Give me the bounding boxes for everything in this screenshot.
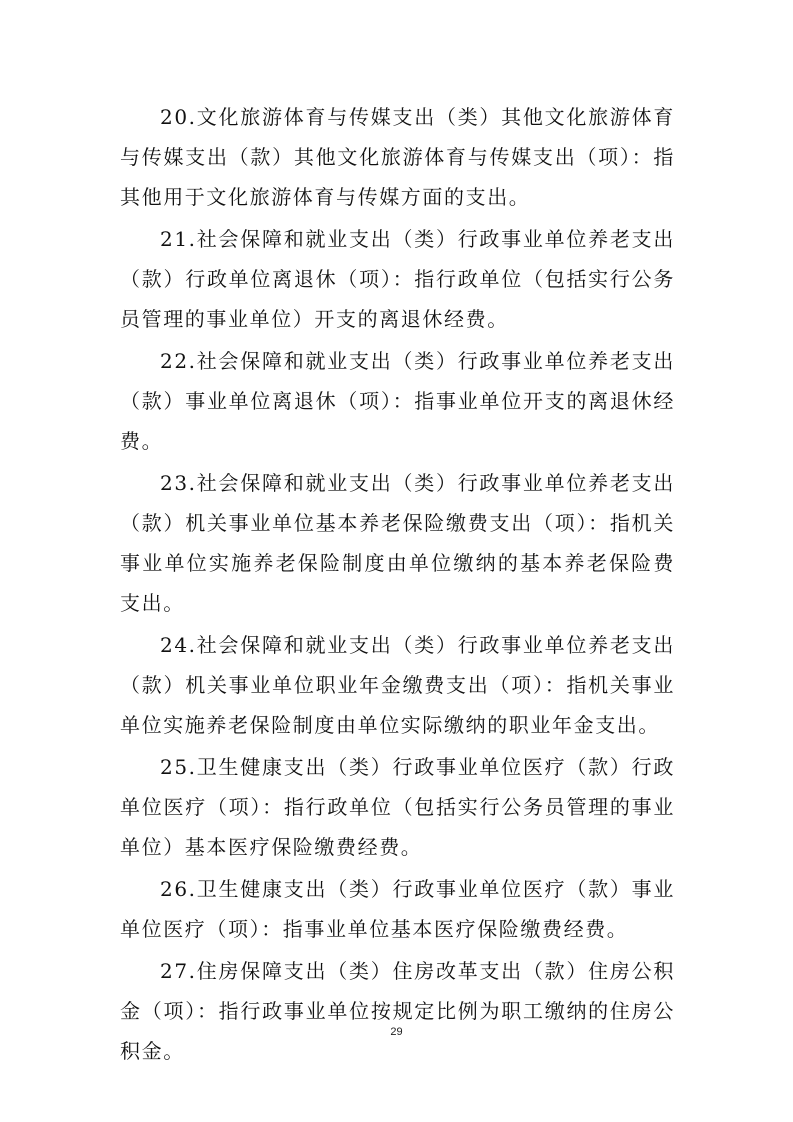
- paragraph-26: 26.卫生健康支出（类）行政事业单位医疗（款）事业单位医疗（项）：指事业单位基本医疗保险缴费经费。: [120, 877, 675, 941]
- paragraph-20: 20.文化旅游体育与传媒支出（类）其他文化旅游体育与传媒支出（款）其他文化旅游体育与传媒支出（项）：指其他用于文化旅游体育与传媒方面的支出。: [120, 105, 675, 209]
- page-number: 29: [390, 1026, 403, 1038]
- paragraph-24: 24.社会保障和就业支出（类）行政事业单位养老支出（款）机关事业单位职业年金缴费支出（项）：指机关事业单位实施养老保险制度由单位实际缴纳的职业年金支出。: [120, 633, 675, 737]
- paragraph-27: 27.住房保障支出（类）住房改革支出（款）住房公积金（项）：指行政事业单位按规定比例为职工缴纳的住房公积金。: [120, 959, 675, 1063]
- paragraph-21: 21.社会保障和就业支出（类）行政事业单位养老支出（款）行政单位离退休（项）：指行政单位（包括实行公务员管理的事业单位）开支的离退休经费。: [120, 227, 675, 331]
- paragraph-25: 25.卫生健康支出（类）行政事业单位医疗（款）行政单位医疗（项）：指行政单位（包括实行公务员管理的事业单位）基本医疗保险缴费经费。: [120, 755, 675, 859]
- paragraph-23: 23.社会保障和就业支出（类）行政事业单位养老支出（款）机关事业单位基本养老保险缴费支出（项）：指机关事业单位实施养老保险制度由单位缴纳的基本养老保险费支出。: [120, 471, 675, 615]
- document-body: [120, 97, 675, 1073]
- paragraph-22: 22.社会保障和就业支出（类）行政事业单位养老支出（款）事业单位离退休（项）：指事业单位开支的离退休经费。: [120, 349, 675, 453]
